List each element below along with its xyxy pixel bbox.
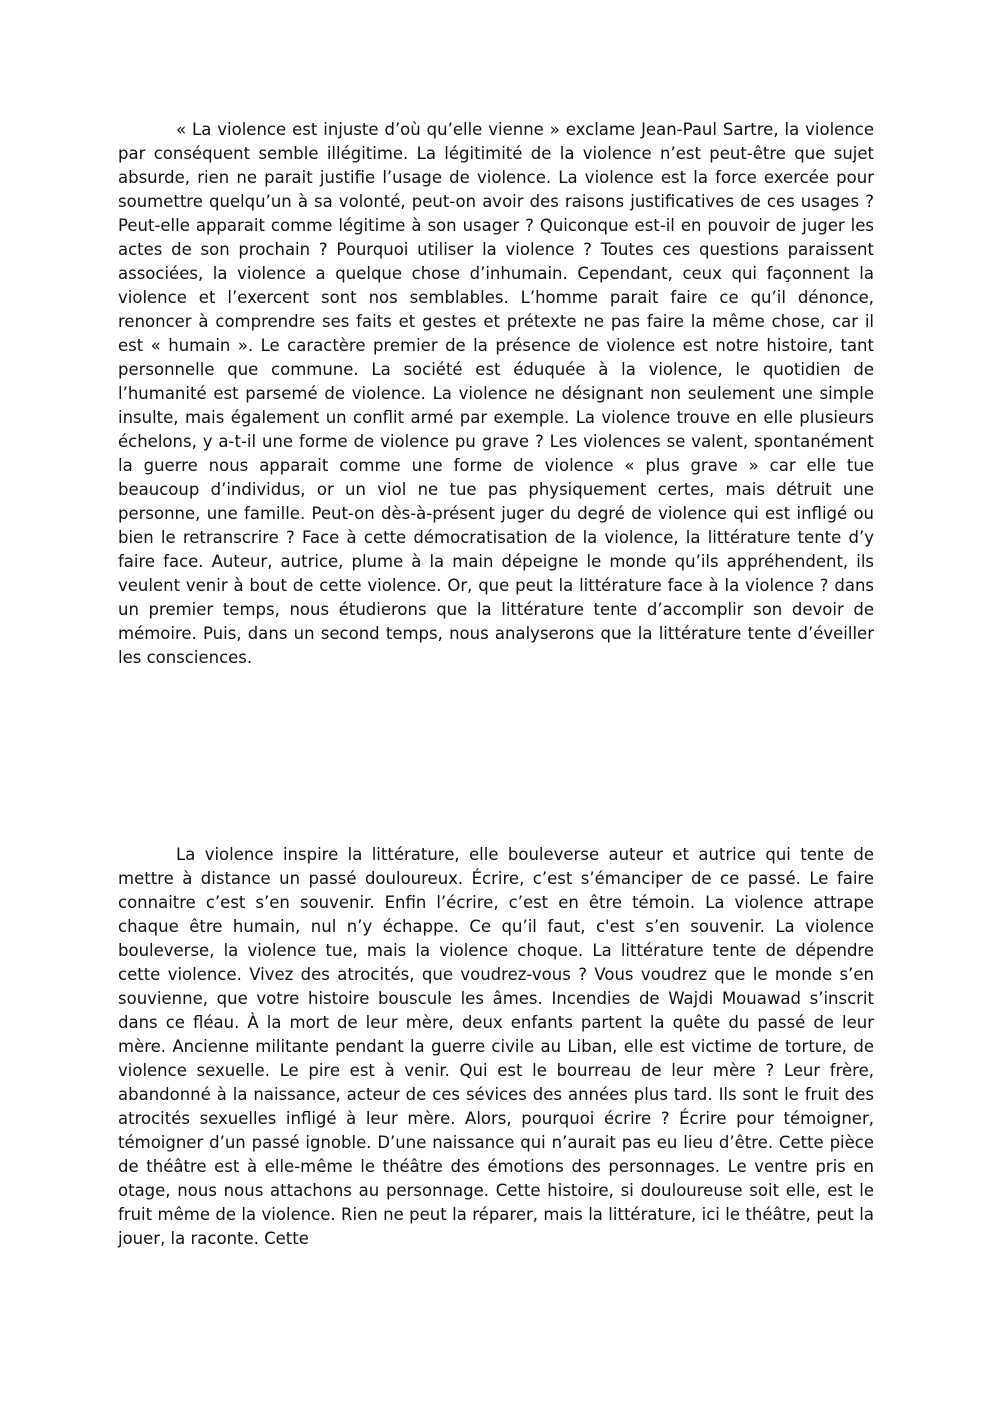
paragraph-body: La violence inspire la littérature, elle bouleverse auteur et autrice qui tente de mettre à distance un passé douloureux. Écrire, c’est s’émanciper de ce passé. Le faire connaitre c’est s’en souvenir. Enfin l’écrire, c’est en être témoin. La violence attrape chaque être humain, nul n’y échappe. Ce qu’il faut, c'est s’en souvenir. La violence bouleverse, la violence tue, mais la violence choque. La littérature tente de dépendre cette violence. Vivez des atrocités, que voudrez-vous ? Vous voudrez que le monde s’en souvienne, que votre histoire bouscule les âmes. Incendies de Wajdi Mouawad s’inscrit dans ce fléau. À la mort de leur mère, deux enfants partent la quête du passé de leur mère. Ancienne militante pendant la guerre civile au Liban, elle est victime de torture, de violence sexuelle. Le pire est à venir. Qui est le bourreau de leur mère ? Leur frère, abandonné à la naissance, acteur de ces sévices des années plus tard. Ils sont le fruit des atrocités sexuelles infligé à leur mère. Alors, pourquoi écrire ? Écrire pour témoigner, témoigner d’un passé ignoble. D’une naissance qui n’aurait pas eu lieu d’être. Cette pièce de théâtre est à elle-même le théâtre des émotions des personnages. Le ventre pris en otage, nous nous attachons au personnage. Cette histoire, si douloureuse soit elle, est le fruit même de la violence. Rien ne peut la réparer, mais la littérature, ici le théâtre, peut la jouer, la raconte. Cette [118,845,874,1248]
paragraph-introduction: « La violence est injuste d’où qu’elle vienne » exclame Jean-Paul Sartre, la violence par conséquent semble illégitime. La légitimité de la violence n’est peut-être que sujet absurde, rien ne parait justifie l’usage de violence. La violence est la force exercée pour soumettre quelqu’un à sa volonté, peut-on avoir des raisons justificatives de ces usages ? Peut-elle apparait comme légitime à son usager ? Quiconque est-il en pouvoir de juger les actes de son prochain ? Pourquoi utiliser la violence ? Toutes ces questions paraissent associées, la violence a quelque chose d’inhumain. Cependant, ceux qui façonnent la violence et l’exercent sont nos semblables. L’homme parait faire ce qu’il dénonce, renoncer à comprendre ses faits et gestes et prétexte ne pas faire la même chose, car il est « humain ». Le caractère premier de la présence de violence est notre histoire, tant personnelle que commune. La société est éduquée à la violence, le quotidien de l’humanité est parsemé de violence. La violence ne désignant non seulement une simple insulte, mais également un conflit armé par exemple. La violence trouve en elle plusieurs échelons, y a-t-il une forme de violence pu grave ? Les violences se valent, spontanément la guerre nous apparait comme une forme de violence « plus grave » car elle tue beaucoup d’individus, or un viol ne tue pas physiquement certes, mais détruit une personne, une famille. Peut-on dès-à-présent juger du degré de violence qui est infligé ou bien le retranscrire ? Face à cette démocratisation de la violence, la littérature tente d’y faire face. Auteur, autrice, plume à la main dépeigne le monde qu’ils appréhendent, ils veulent venir à bout de cette violence. Or, que peut la littérature face à la violence ? dans un premier temps, nous étudierons que la littérature tente d’accomplir son devoir de mémoire. Puis, dans un second temps, nous analyserons que la littérature tente d’éveiller les consciences. [118,120,874,667]
